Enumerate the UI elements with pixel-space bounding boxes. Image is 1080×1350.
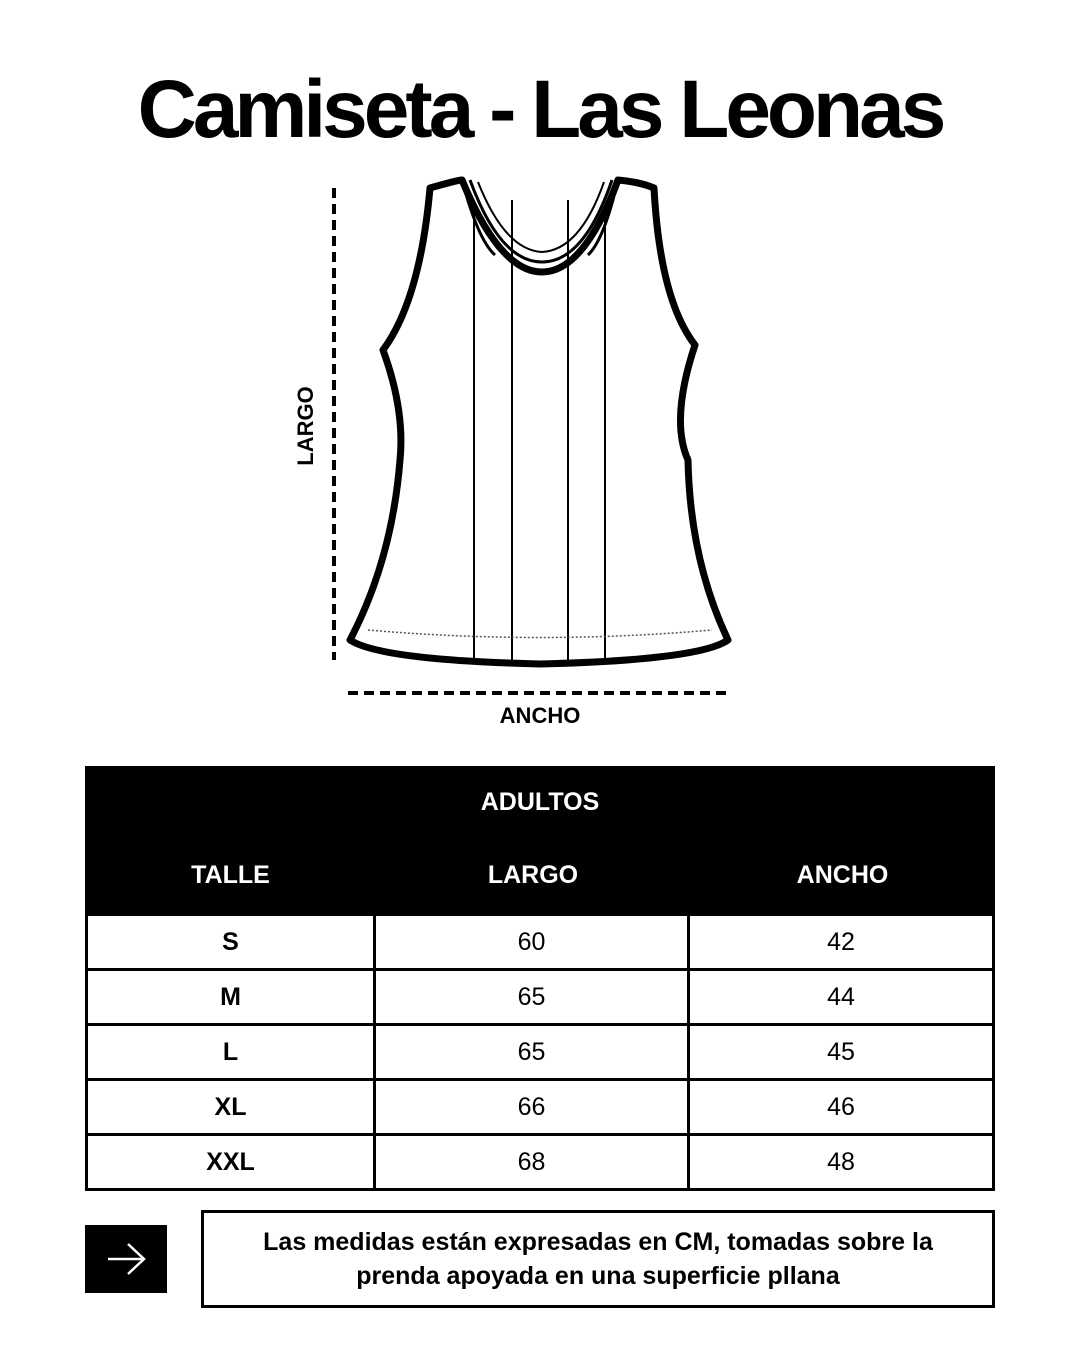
size-table-body <box>85 916 995 1191</box>
page-title: Camiseta - Las Leonas <box>137 64 943 155</box>
cell-largo: 66 <box>376 1081 690 1133</box>
column-header-ancho: ANCHO <box>796 861 889 889</box>
garment-figure <box>0 170 1080 740</box>
table-row <box>88 1023 992 1078</box>
cell-largo: 68 <box>376 1136 690 1188</box>
largo-axis-label: LARGO <box>293 386 318 466</box>
cell-talle: M <box>88 971 376 1023</box>
table-row <box>88 1078 992 1133</box>
ancho-axis-label: ANCHO <box>499 703 581 728</box>
cell-largo: 65 <box>376 971 690 1023</box>
table-row <box>88 1133 992 1188</box>
size-table <box>85 766 995 1191</box>
cell-ancho: 45 <box>827 1037 855 1066</box>
table-row <box>88 968 992 1023</box>
column-header-talle: TALLE <box>191 861 270 889</box>
tank-top-illustration <box>0 170 1080 740</box>
cell-talle: S <box>88 916 376 968</box>
cell-largo: 60 <box>376 916 690 968</box>
size-table-header <box>85 766 995 916</box>
measurement-note: Las medidas están expresadas en CM, tomadas sobre la prenda apoyada en una superficie pllana <box>201 1210 995 1308</box>
cell-largo: 65 <box>376 1026 690 1078</box>
cell-talle: XXL <box>88 1136 376 1188</box>
column-header-largo: LARGO <box>487 861 579 889</box>
table-group-title: ADULTOS <box>480 788 600 816</box>
cell-ancho: 46 <box>827 1092 855 1121</box>
cell-ancho: 44 <box>827 982 855 1011</box>
cell-talle: XL <box>88 1081 376 1133</box>
cell-ancho: 48 <box>827 1147 855 1176</box>
cell-talle: L <box>88 1026 376 1078</box>
arrow-right-icon <box>85 1225 167 1293</box>
cell-ancho: 42 <box>827 927 855 956</box>
table-row <box>88 916 992 968</box>
